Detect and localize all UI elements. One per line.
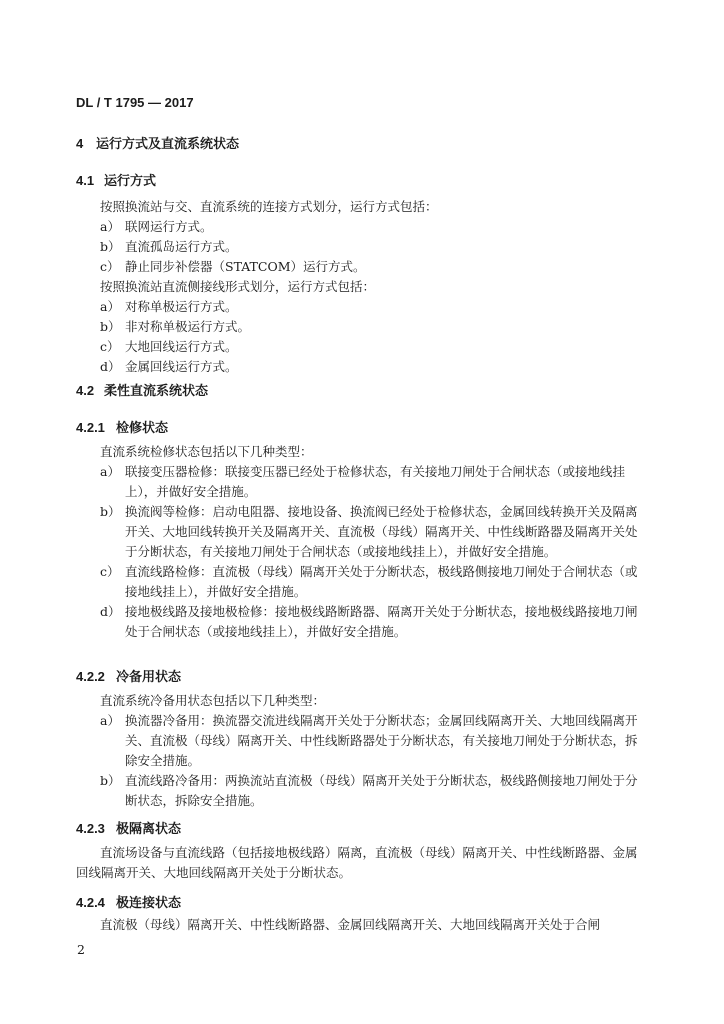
list-marker: b） <box>100 319 121 334</box>
list-item <box>76 297 644 317</box>
section-number: 4.2.3 <box>76 821 105 836</box>
list-text: 换流器冷备用：换流器交流进线隔离开关处于分断状态；金属回线隔离开关、大地回线隔离开关、直流极（母线）隔离开关、中性线断路器处于分断状态，有关接地刀闸处于分断状态，拆除安全措施。 <box>125 713 638 768</box>
list-item <box>76 237 644 257</box>
section-title: 运行方式及直流系统状态 <box>96 136 240 151</box>
section-title: 极隔离状态 <box>116 821 182 836</box>
section-number: 4.2.2 <box>76 669 105 684</box>
section-number: 4.1 <box>76 173 95 188</box>
list-marker: b） <box>100 773 121 788</box>
list-item <box>76 217 644 237</box>
list-marker: c） <box>100 259 120 274</box>
section-4-2-heading <box>76 380 208 399</box>
list-text: 直流线路检修：直流极（母线）隔离开关处于分断状态，极线路侧接地刀闸处于合闸状态（或接地线挂上），并做好安全措施。 <box>125 564 638 599</box>
list-item <box>76 257 644 277</box>
list-marker: a） <box>100 299 120 314</box>
section-4-1-heading <box>76 170 156 189</box>
list-marker: b） <box>100 239 121 254</box>
section-number: 4 <box>76 136 84 151</box>
list-item <box>76 711 644 771</box>
cold-standby-list <box>76 711 644 811</box>
section-title: 冷备用状态 <box>116 669 182 684</box>
section-title: 检修状态 <box>116 420 169 435</box>
section-number: 4.2.1 <box>76 420 105 435</box>
document-header: DL / T 1795 — 2017 <box>76 95 194 110</box>
list-text: 非对称单极运行方式。 <box>125 319 251 334</box>
list-text: 大地回线运行方式。 <box>125 339 238 354</box>
list-item <box>76 357 644 377</box>
list-marker: b） <box>100 504 121 519</box>
list-item <box>76 462 644 502</box>
list-text: 换流阀等检修：启动电阻器、接地设备、换流阀已经处于检修状态，金属回线转换开关及隔离开关、大地回线转换开关及隔离开关、直流极（母线）隔离开关、中性线断路器及隔离开关处于分断状态，有关接地刀闸处于合闸状态（或接地线挂上），并做好安全措施。 <box>125 504 638 559</box>
section-4-heading <box>76 133 239 152</box>
operation-mode-list-1 <box>76 217 644 277</box>
list-text: 静止同步补偿器（STATCOM）运行方式。 <box>125 259 366 274</box>
page-number: 2 <box>77 942 85 957</box>
list-marker: d） <box>100 604 121 619</box>
section-4-2-3-heading <box>76 818 181 837</box>
section-4-2-1-heading <box>76 417 168 436</box>
list-text: 金属回线运行方式。 <box>125 359 238 374</box>
paragraph: 直流系统冷备用状态包括以下几种类型： <box>100 693 326 708</box>
section-title: 柔性直流系统状态 <box>104 383 209 398</box>
paragraph: 按照换流站直流侧接线形式划分，运行方式包括： <box>100 279 376 294</box>
paragraph: 直流极（母线）隔离开关、中性线断路器、金属回线隔离开关、大地回线隔离开关处于合闸 <box>100 917 601 932</box>
list-item <box>76 337 644 357</box>
paragraph: 直流系统检修状态包括以下几种类型： <box>100 444 313 459</box>
paragraph: 直流场设备与直流线路（包括接地极线路）隔离，直流极（母线）隔离开关、中性线断路器、金属回线隔离开关、大地回线隔离开关处于分断状态。 <box>76 845 638 880</box>
list-marker: a） <box>100 713 120 728</box>
list-item <box>76 562 644 602</box>
list-marker: c） <box>100 564 120 579</box>
list-marker: d） <box>100 359 121 374</box>
list-item <box>76 502 644 562</box>
maintenance-state-list <box>76 462 644 642</box>
section-4-2-4-heading <box>76 892 181 911</box>
list-text: 直流线路冷备用：两换流站直流极（母线）隔离开关处于分断状态，极线路侧接地刀闸处于分断状态，拆除安全措施。 <box>125 773 638 808</box>
paragraph: 按照换流站与交、直流系统的连接方式划分，运行方式包括： <box>100 199 438 214</box>
list-text: 对称单极运行方式。 <box>125 299 238 314</box>
list-item <box>76 602 644 642</box>
list-text: 联网运行方式。 <box>125 219 213 234</box>
list-text: 接地极线路及接地极检修：接地极线路断路器、隔离开关处于分断状态，接地极线路接地刀闸处于合闸状态（或接地线挂上），并做好安全措施。 <box>125 604 638 639</box>
section-number: 4.2.4 <box>76 895 105 910</box>
list-text: 直流孤岛运行方式。 <box>125 239 238 254</box>
operation-mode-list-2 <box>76 297 644 377</box>
section-title: 运行方式 <box>104 173 157 188</box>
list-marker: c） <box>100 339 120 354</box>
list-item <box>76 771 644 811</box>
section-number: 4.2 <box>76 383 95 398</box>
list-marker: a） <box>100 219 120 234</box>
list-marker: a） <box>100 464 120 479</box>
section-4-2-2-heading <box>76 666 181 685</box>
section-title: 极连接状态 <box>116 895 182 910</box>
list-item <box>76 317 644 337</box>
list-text: 联接变压器检修：联接变压器已经处于检修状态，有关接地刀闸处于合闸状态（或接地线挂上），并做好安全措施。 <box>125 464 626 499</box>
